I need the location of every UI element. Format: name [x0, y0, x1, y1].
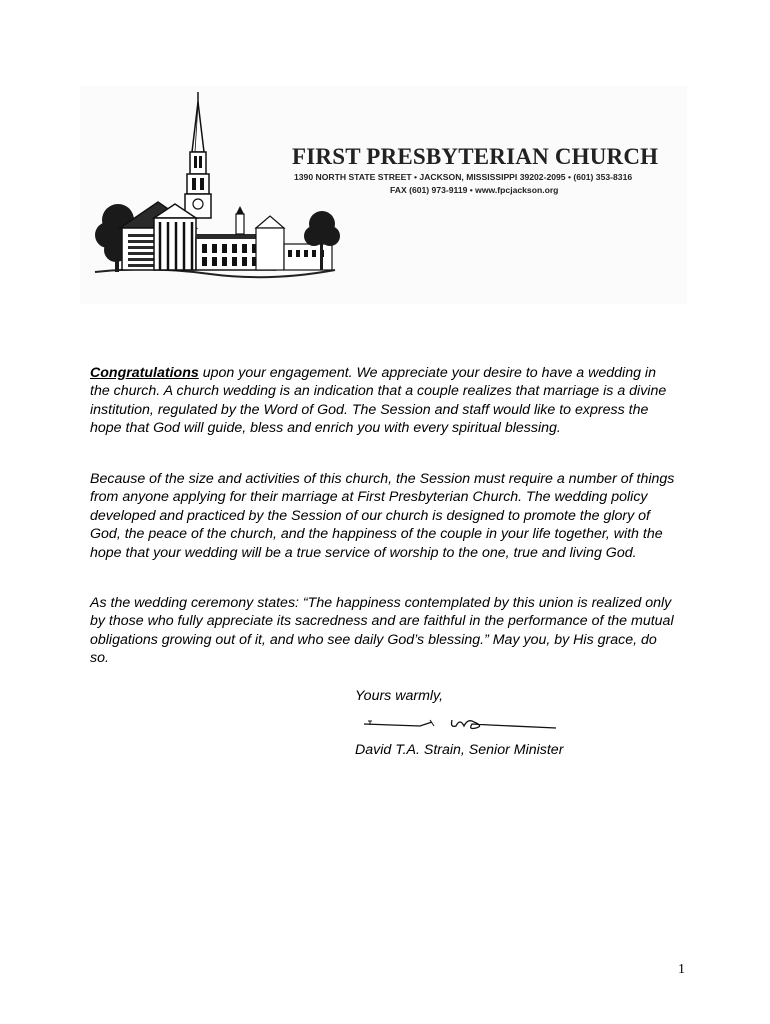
church-address: 1390 NORTH STATE STREET • JACKSON, MISSISSIPPI 39202-2095 • (601) 353-8316: [294, 172, 633, 182]
paragraph-requirements: Because of the size and activities of this church, the Session must require a number of things from anyone applying for their marriage at First Presbyterian Church. The wedding policy developed and practiced by the Session of our church is designed to promote the glory of God, the peace of the church, and the happiness of the couple in your life together, with the hope that your wedding will be a true service of worship to the one, true and living God.: [90, 471, 675, 561]
church-illustration: [90, 90, 340, 290]
paragraph-1-text: upon your engagement. We appreciate your desire to have a wedding in the church. A church wedding is an indication that a couple realizes that marriage is a divine institution, regulated by the Word of God. The Session and staff would like to express the hope that God will guide, bless and enrich you with every spiritual blessing.: [90, 365, 667, 437]
letterhead: [80, 86, 687, 304]
lead-word: Congratulations: [90, 365, 199, 381]
church-name: FIRST PRESBYTERIAN CHURCH: [292, 144, 659, 169]
paragraph-ceremony-quote: As the wedding ceremony states: “The happiness contemplated by this union is realized only by those who fully appreciate its sacredness and are faithful in the performance of the mutual obligations growing out of it, and who see daily God’s blessing.” May you, by His grace, do so.: [90, 595, 674, 667]
closing: Yours warmly,: [355, 688, 444, 704]
signature: [360, 712, 560, 738]
page-number: 1: [678, 962, 685, 977]
signer-name-title: David T.A. Strain, Senior Minister: [355, 742, 564, 758]
paragraph-congratulations: [90, 364, 675, 438]
church-fax-website: FAX (601) 973-9119 • www.fpcjackson.org: [390, 185, 559, 195]
